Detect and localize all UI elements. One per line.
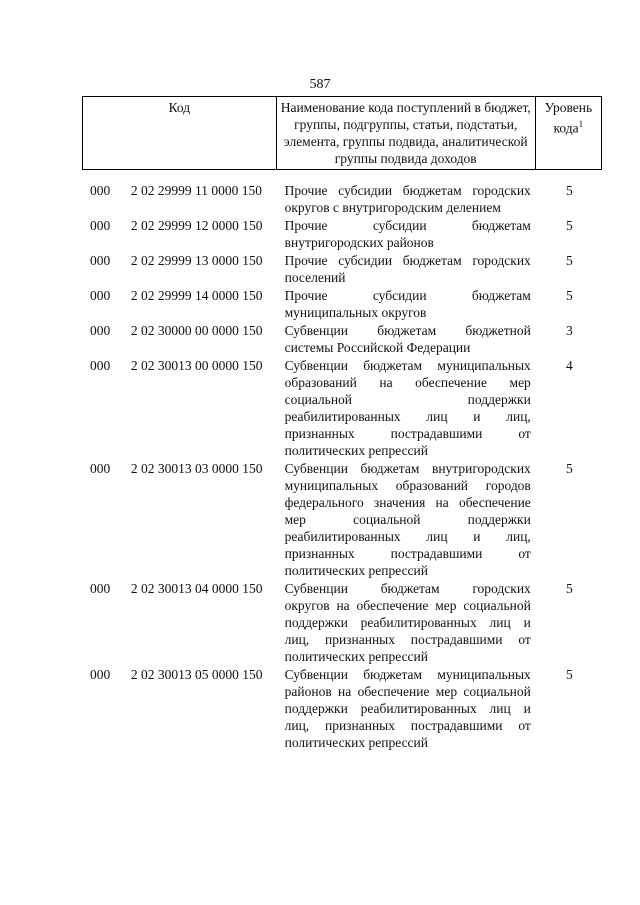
- revenue-name-line: Субвенции бюджетам городских: [284, 581, 531, 596]
- revenue-name-line: Субвенции бюджетам муниципальных: [284, 667, 531, 682]
- revenue-name-line: политических репрессий: [284, 735, 429, 750]
- table-row: [82, 252, 602, 286]
- revenue-name: [285, 287, 531, 321]
- revenue-name: [285, 460, 531, 579]
- revenue-name-line: мер социальной поддержки: [284, 512, 531, 527]
- code-level: 5: [566, 667, 573, 682]
- header-level-label: Уровень кода: [544, 100, 593, 136]
- revenue-name: [285, 217, 531, 251]
- admin-code: 000: [90, 183, 111, 198]
- revenue-code: 2 02 29999 13 0000 150: [130, 253, 263, 268]
- revenue-name-line: Субвенции бюджетам бюджетной: [284, 323, 531, 338]
- table-header: [82, 96, 602, 170]
- table-row: [82, 322, 602, 356]
- revenue-name-line: признанных пострадавшими от: [284, 426, 531, 441]
- revenue-name-line: Прочие субсидии бюджетам: [284, 218, 531, 233]
- table-row: [82, 217, 602, 251]
- revenue-code: 2 02 30013 00 0000 150: [130, 358, 263, 373]
- code-level: 5: [566, 218, 573, 233]
- revenue-code: 2 02 29999 12 0000 150: [130, 218, 263, 233]
- revenue-code: 2 02 29999 11 0000 150: [130, 183, 262, 198]
- code-level: 3: [566, 323, 573, 338]
- revenue-name-line: федерального значения на обеспечение: [284, 495, 531, 510]
- admin-code: 000: [90, 581, 111, 596]
- revenue-name-line: муниципальных образований городов: [284, 478, 531, 493]
- revenue-name: [285, 322, 531, 356]
- revenue-name: [285, 357, 531, 459]
- header-code-label: Код: [168, 100, 191, 115]
- admin-code: 000: [90, 667, 111, 682]
- table-row: [82, 287, 602, 321]
- revenue-code: 2 02 30000 00 0000 150: [130, 323, 263, 338]
- admin-code: 000: [90, 358, 111, 373]
- admin-code: 000: [90, 461, 111, 476]
- revenue-code: 2 02 30013 05 0000 150: [130, 667, 263, 682]
- table-row: [82, 357, 602, 459]
- table-body: [82, 182, 602, 752]
- revenue-name-line: округов на обеспечение мер социальной: [284, 598, 531, 613]
- header-name: [276, 97, 535, 170]
- revenue-name-line: муниципальных округов: [284, 305, 427, 320]
- revenue-name: [285, 252, 531, 286]
- revenue-name-line: поддержки реабилитированных лиц и: [284, 701, 531, 716]
- revenue-name-line: Прочие субсидии бюджетам: [284, 288, 531, 303]
- revenue-name-line: Прочие субсидии бюджетам городских: [284, 253, 531, 268]
- revenue-name-line: признанных пострадавшими от: [284, 546, 531, 561]
- revenue-name-line: образований на обеспечение мер: [284, 375, 531, 390]
- revenue-name-line: лиц, признанных пострадавшими от: [284, 632, 531, 647]
- table-row: [82, 460, 602, 579]
- revenue-code: 2 02 30013 03 0000 150: [130, 461, 263, 476]
- revenue-name-line: системы Российской Федерации: [284, 340, 471, 355]
- table-row: [82, 182, 602, 216]
- revenue-name-line: Субвенции бюджетам внутригородских: [284, 461, 531, 476]
- revenue-name-line: реабилитированных лиц и лиц,: [284, 409, 531, 424]
- revenue-name-line: поселений: [284, 270, 346, 285]
- code-level: 5: [566, 288, 573, 303]
- table-row: [82, 666, 602, 751]
- header-name-label: Наименование кода поступлений в бюджет, группы, подгруппы, статьи, подстатьи, элемента, группы подвида, аналитической группы подвида доходов: [280, 100, 531, 166]
- revenue-name-line: политических репрессий: [284, 649, 429, 664]
- code-level: 5: [566, 183, 573, 198]
- header-level-footnote: 1: [578, 119, 584, 129]
- revenue-name-line: политических репрессий: [284, 563, 429, 578]
- header-level: [535, 97, 601, 170]
- revenue-code: 2 02 30013 04 0000 150: [130, 581, 263, 596]
- revenue-name-line: округов с внутригородским делением: [284, 200, 501, 215]
- code-level: 5: [566, 253, 573, 268]
- admin-code: 000: [90, 288, 111, 303]
- admin-code: 000: [90, 218, 111, 233]
- revenue-name-line: социальной поддержки: [284, 392, 531, 407]
- admin-code: 000: [90, 253, 111, 268]
- revenue-name-line: районов на обеспечение мер социальной: [284, 684, 531, 699]
- code-level: 5: [566, 461, 573, 476]
- code-level: 5: [566, 581, 573, 596]
- revenue-name: [285, 182, 531, 216]
- code-level: 4: [566, 358, 573, 373]
- revenue-name: [285, 580, 531, 665]
- revenue-name-line: внутригородских районов: [284, 235, 434, 250]
- revenue-name-line: политических репрессий: [284, 443, 429, 458]
- revenue-name-line: Прочие субсидии бюджетам городских: [284, 183, 531, 198]
- revenue-code: 2 02 29999 14 0000 150: [130, 288, 263, 303]
- table-row: [82, 580, 602, 665]
- revenue-name: [285, 666, 531, 751]
- revenue-name-line: Субвенции бюджетам муниципальных: [284, 358, 531, 373]
- revenue-name-line: реабилитированных лиц и лиц,: [284, 529, 531, 544]
- admin-code: 000: [90, 323, 111, 338]
- revenue-name-line: лиц, признанных пострадавшими от: [284, 718, 531, 733]
- page-number: 587: [309, 77, 331, 92]
- header-code: [83, 97, 277, 170]
- revenue-name-line: поддержки реабилитированных лиц и: [284, 615, 531, 630]
